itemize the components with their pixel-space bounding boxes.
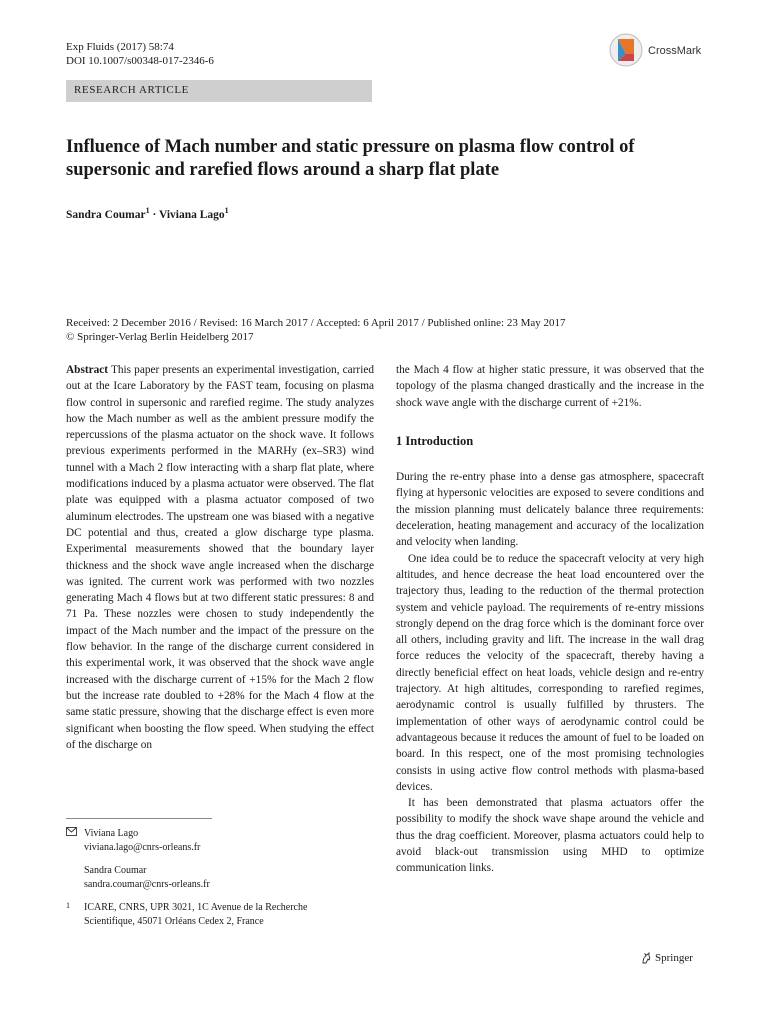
article-type-label: RESEARCH ARTICLE — [74, 84, 189, 96]
springer-horse-icon — [640, 952, 652, 964]
author-name[interactable]: Sandra Coumar — [66, 208, 146, 221]
contact-email[interactable]: viviana.lago@cnrs-orleans.fr — [84, 841, 201, 853]
body-paragraph: During the re-entry phase into a dense gas atmosphere, spacecraft flying at hypersonic velocities are exposed to severe conditions and the mission planning must delicately balance three requirements: deceleration, heating management and accuracy of the localization and velocity when landing. — [396, 471, 704, 549]
author-name[interactable]: Viviana Lago — [158, 208, 225, 221]
publisher-mark — [640, 952, 693, 964]
article-type-banner — [66, 80, 372, 102]
body-paragraph: One idea could be to reduce the spacecraft velocity at very high altitudes, and hence decrease the heat load encountered over the trajectory thus, leading to the reduction of the thermal protection system and vehicle payload. The requirements of re-entry missions strongly depend on the drag force which is the dominant force over all others, including gravity and lift. The increase in the wall drag force reduces the velocity of the spacecraft, thereby having a directly beneficial effect on heat loads, vehicle design and re-entry trajectory. At high altitudes, corresponding to rarefied regimes, aerodynamic control is usually fulfilled by thrusters. The implementation of other ways of aerodynamic control could be advantageous because it reduces the amount of fuel to be loaded on board. In this respect, one of the most promising technologies consists in using active flow control methods with plasma-based devices. — [396, 552, 704, 793]
contact-name: Sandra Coumar — [84, 865, 147, 876]
affiliation-line: Scientifique, 45071 Orléans Cedex 2, France — [84, 915, 264, 927]
right-column — [396, 362, 704, 877]
contact-email[interactable]: sandra.coumar@cnrs-orleans.fr — [84, 878, 210, 890]
journal-reference — [66, 40, 214, 68]
paper-title: Influence of Mach number and static pressure on plasma flow control of supersonic and rarefied flows around a sharp flat plate — [66, 137, 635, 180]
body-paragraph: It has been demonstrated that plasma actuators offer the possibility to modify the shock wave shape around the vehicle and thus the drag coefficient. Moreover, plasma actuators could help to avoid black-out transmission using MHD to optimize communication links. — [396, 797, 704, 875]
abstract-continuation: the Mach 4 flow at higher static pressure, it was observed that the topology of the plasma changed drastically and the increase in the shock wave angle with the discharge current of +21%. — [396, 364, 704, 409]
affiliation — [66, 901, 366, 928]
section-heading: 1 Introduction — [396, 433, 474, 448]
publisher-name: Springer — [655, 952, 693, 964]
co-author-contact — [66, 864, 366, 891]
abstract-heading: Abstract — [66, 364, 109, 376]
footnotes — [66, 827, 366, 928]
author-list — [66, 206, 229, 221]
dates-line: Received: 2 December 2016 / Revised: 16 March 2017 / Accepted: 6 April 2017 / Published online: 23 May 2017 — [66, 317, 566, 329]
doi[interactable]: DOI 10.1007/s00348-017-2346-6 — [66, 55, 214, 67]
abstract-paragraph — [66, 362, 374, 753]
copyright-line: © Springer-Verlag Berlin Heidelberg 2017 — [66, 331, 254, 343]
crossmark-label: CrossMark — [648, 45, 702, 57]
contact-name: Viviana Lago — [84, 828, 139, 839]
publication-history — [66, 316, 706, 344]
footnote-divider — [66, 818, 212, 819]
affiliation-marker: 1 — [224, 206, 229, 215]
author-separator: · — [149, 208, 159, 221]
corresponding-author — [66, 827, 366, 854]
left-column — [66, 362, 374, 753]
envelope-icon — [66, 827, 77, 841]
affiliation-number: 1 — [66, 901, 70, 910]
journal-citation: Exp Fluids (2017) 58:74 — [66, 41, 174, 53]
crossmark-logo — [608, 32, 644, 68]
affiliation-line: ICARE, CNRS, UPR 3021, 1C Avenue de la Recherche — [84, 902, 308, 913]
affiliation-marker: 1 — [145, 206, 150, 215]
abstract-text: This paper presents an experimental investigation, carried out at the Icare Laboratory by the FAST team, focusing on plasma flow control in supersonic and rarefied regime. The study analyzes how the Mach number as well as the ambient pressure modify the repercussions of the plasma actuator on the shock wave. It follows previous experiments performed in the MARHy (ex–SR3) wind tunnel with a Mach 2 flow interacting with a sharp flat plate, where modifications induced by a plasma actuator were observed. The flat plate was equipped with a plasma actuator composed of two aluminum electrodes. The upstream one was biased with a negative DC potential and thus, created a glow discharge type plasma. Experimental measurements showed that the boundary layer thickness and the shock wave angle increased when the discharge was ignited. The current work was performed with two nozzles generating Mach 4 flows but at two different static pressures: 8 and 71 Pa. These nozzles were chosen to study independently the impact of the Mach number and the impact of the pressure on the flow behavior. In the range of the discharge current considered in this experimental work, it was observed that the shock wave angle increased with the discharge current of +15% for the Mach 2 flow but the increase rate doubled to +28% for the Mach 4 flow at the same static pressure, showing that the discharge effect is even more significant when boosting the flow speed. When studying the effect of the discharge on — [66, 364, 374, 751]
